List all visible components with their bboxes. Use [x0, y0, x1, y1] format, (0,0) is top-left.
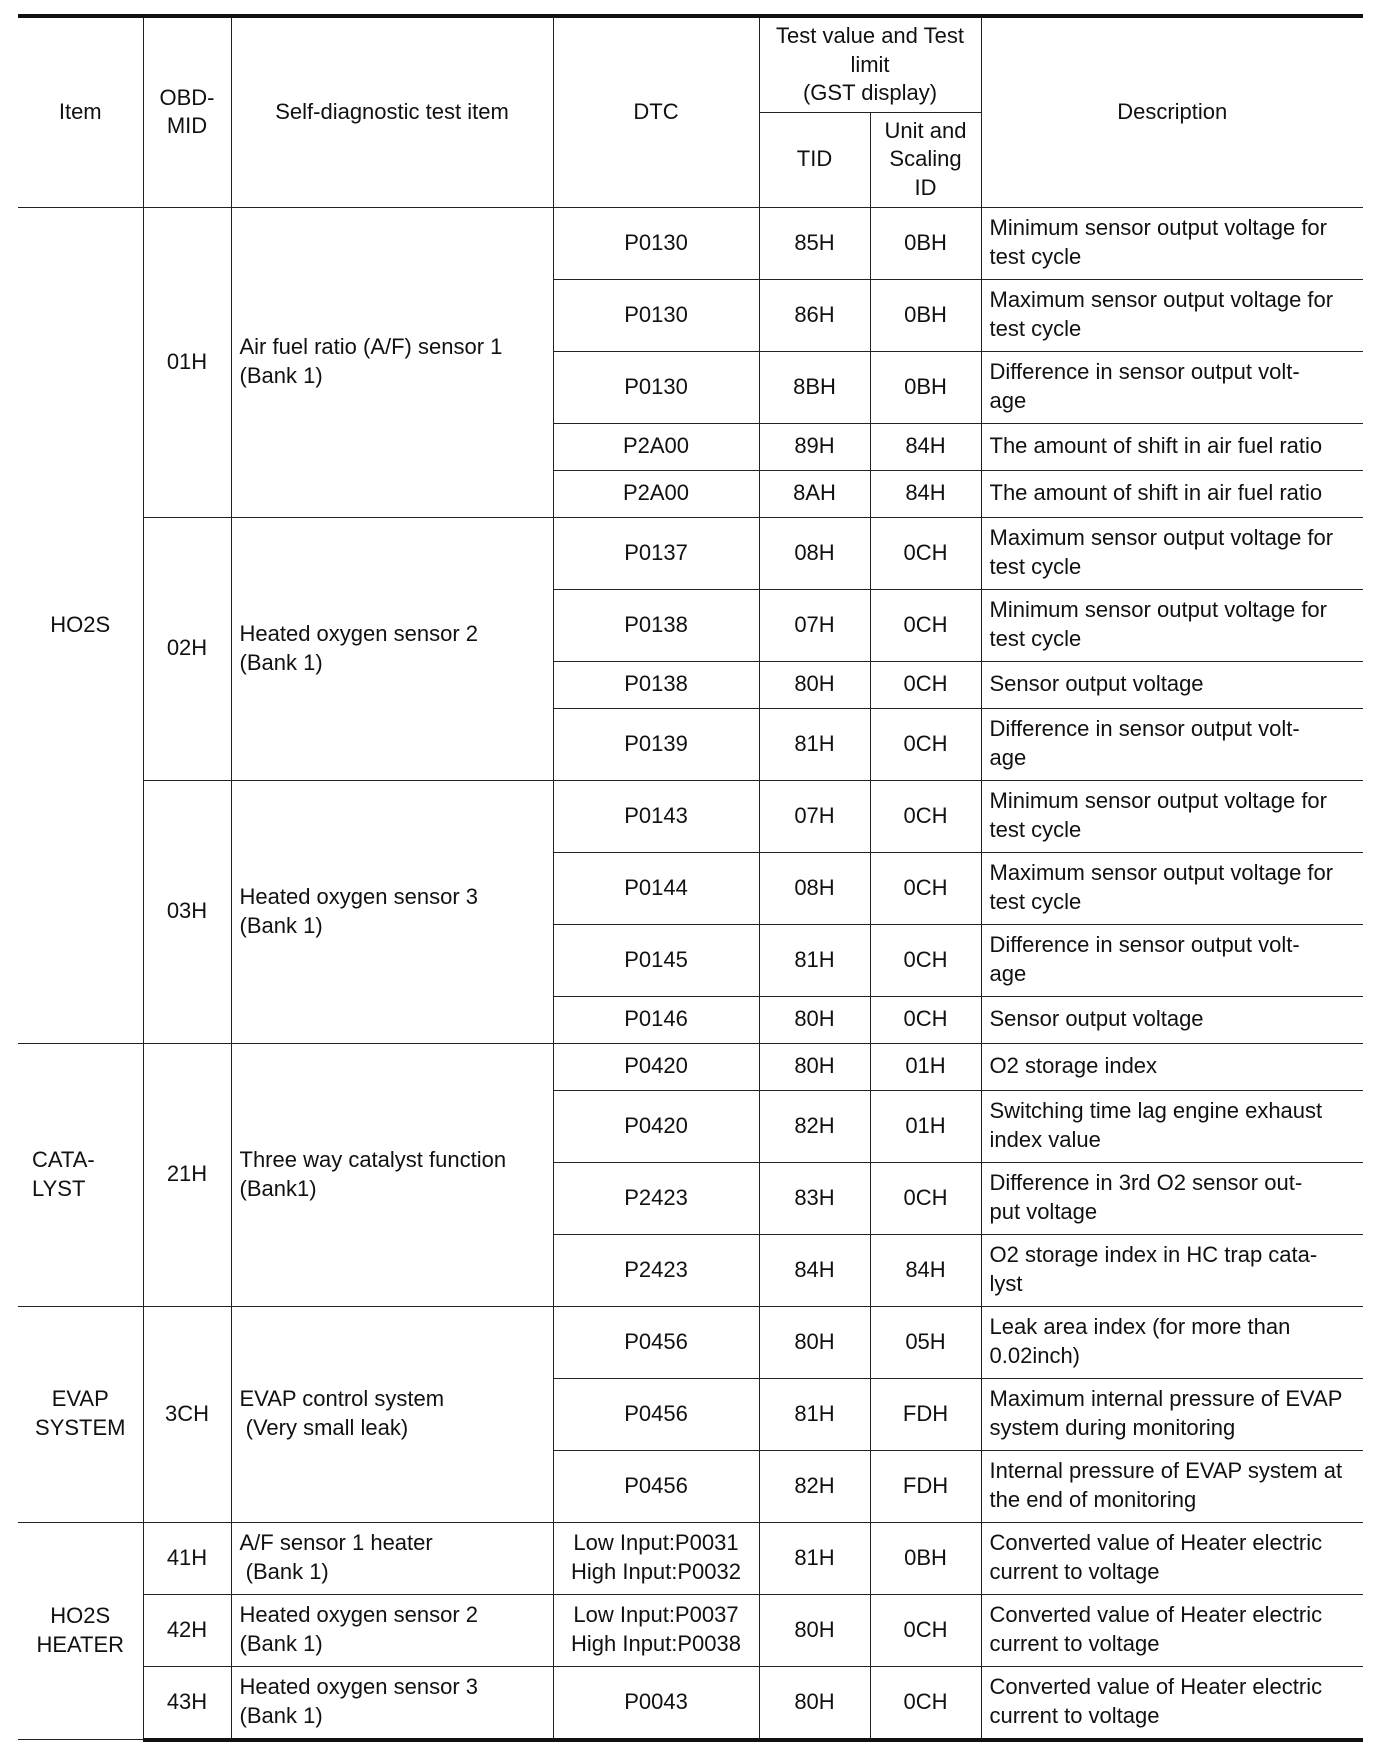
- table-row: [18, 207, 1363, 279]
- description-cell: Internal pressure of EVAP system at the end of monitoring: [981, 1450, 1363, 1522]
- obd-mid-cell: 3CH: [143, 1306, 231, 1522]
- item-cell-evap: EVAP SYSTEM: [18, 1306, 143, 1522]
- obd-mid-cell: 42H: [143, 1594, 231, 1666]
- test-item-cell: Heated oxygen sensor 3 (Bank 1): [231, 1666, 553, 1740]
- unit-cell: 0CH: [870, 1162, 981, 1234]
- unit-cell: 0CH: [870, 1594, 981, 1666]
- dtc-cell: P0145: [553, 924, 759, 996]
- test-item-cell: Three way catalyst function (Bank1): [231, 1043, 553, 1306]
- description-cell: Sensor output voltage: [981, 661, 1363, 708]
- tid-cell: 82H: [759, 1450, 870, 1522]
- test-item-cell: EVAP control system (Very small leak): [231, 1306, 553, 1522]
- test-item-cell: Heated oxygen sensor 3 (Bank 1): [231, 780, 553, 1043]
- tid-cell: 81H: [759, 1378, 870, 1450]
- tid-cell: 80H: [759, 1306, 870, 1378]
- tid-cell: 89H: [759, 423, 870, 470]
- tid-cell: 07H: [759, 780, 870, 852]
- obd-mid-cell: 02H: [143, 517, 231, 780]
- unit-cell: 84H: [870, 1234, 981, 1306]
- tid-cell: 08H: [759, 852, 870, 924]
- unit-cell: 0CH: [870, 996, 981, 1043]
- unit-cell: 0CH: [870, 852, 981, 924]
- unit-cell: 0BH: [870, 351, 981, 423]
- unit-cell: 05H: [870, 1306, 981, 1378]
- description-cell: O2 storage index: [981, 1043, 1363, 1090]
- unit-cell: 0CH: [870, 589, 981, 661]
- unit-cell: 84H: [870, 423, 981, 470]
- tid-cell: 84H: [759, 1234, 870, 1306]
- description-cell: Difference in sensor output volt- age: [981, 351, 1363, 423]
- description-cell: Minimum sensor output voltage for test cycle: [981, 207, 1363, 279]
- description-cell: Sensor output voltage: [981, 996, 1363, 1043]
- test-item-cell: Heated oxygen sensor 2 (Bank 1): [231, 1594, 553, 1666]
- tid-cell: 80H: [759, 661, 870, 708]
- dtc-cell: P0138: [553, 589, 759, 661]
- description-cell: The amount of shift in air fuel ratio: [981, 470, 1363, 517]
- tid-cell: 8AH: [759, 470, 870, 517]
- header-item: Item: [18, 16, 143, 207]
- obd-mid-cell: 03H: [143, 780, 231, 1043]
- dtc-cell: P0043: [553, 1666, 759, 1740]
- table-row: [18, 1306, 1363, 1378]
- unit-cell: 0CH: [870, 661, 981, 708]
- description-cell: Difference in sensor output volt- age: [981, 924, 1363, 996]
- description-cell: O2 storage index in HC trap cata- lyst: [981, 1234, 1363, 1306]
- item-cell-ho2s: HO2S: [18, 207, 143, 1043]
- dtc-cell: P0138: [553, 661, 759, 708]
- document-page: [18, 14, 1363, 1742]
- dtc-cell: P0146: [553, 996, 759, 1043]
- description-cell: Minimum sensor output voltage for test cycle: [981, 589, 1363, 661]
- dtc-cell: [553, 1594, 759, 1666]
- unit-cell: 0CH: [870, 708, 981, 780]
- description-cell: Maximum sensor output voltage for test cycle: [981, 517, 1363, 589]
- item-cell-catalyst: CATA- LYST: [18, 1043, 143, 1306]
- unit-cell: 0CH: [870, 780, 981, 852]
- obd-mid-cell: 41H: [143, 1522, 231, 1594]
- dtc-cell: P0130: [553, 351, 759, 423]
- obd-test-value-table: [18, 14, 1363, 1742]
- tid-cell: 85H: [759, 207, 870, 279]
- dtc-cell: P0143: [553, 780, 759, 852]
- dtc-cell: P0144: [553, 852, 759, 924]
- tid-cell: 81H: [759, 924, 870, 996]
- dtc-cell: [553, 1522, 759, 1594]
- dtc-high-input: High Input:P0038: [570, 1631, 742, 1657]
- tid-cell: 82H: [759, 1090, 870, 1162]
- unit-cell: 0BH: [870, 1522, 981, 1594]
- dtc-cell: P2A00: [553, 423, 759, 470]
- test-item-cell: A/F sensor 1 heater (Bank 1): [231, 1522, 553, 1594]
- unit-cell: 84H: [870, 470, 981, 517]
- dtc-cell: P0420: [553, 1043, 759, 1090]
- description-cell: Maximum sensor output voltage for test cycle: [981, 279, 1363, 351]
- dtc-cell: P0456: [553, 1450, 759, 1522]
- dtc-cell: P2423: [553, 1162, 759, 1234]
- description-cell: Switching time lag engine exhaust index value: [981, 1090, 1363, 1162]
- tid-cell: 8BH: [759, 351, 870, 423]
- tid-cell: 07H: [759, 589, 870, 661]
- unit-cell: 01H: [870, 1090, 981, 1162]
- header-description: Description: [981, 16, 1363, 207]
- tid-cell: 81H: [759, 1522, 870, 1594]
- header-self-diagnostic-test-item: Self-diagnostic test item: [231, 16, 553, 207]
- dtc-cell: P2A00: [553, 470, 759, 517]
- header-tid: TID: [759, 112, 870, 207]
- description-cell: Converted value of Heater electric current to voltage: [981, 1666, 1363, 1740]
- header-unit-scaling-id: Unit and Scaling ID: [870, 112, 981, 207]
- header-row: [18, 16, 1363, 112]
- dtc-cell: P0130: [553, 207, 759, 279]
- description-cell: Difference in 3rd O2 sensor out- put voltage: [981, 1162, 1363, 1234]
- description-cell: Minimum sensor output voltage for test cycle: [981, 780, 1363, 852]
- description-cell: Difference in sensor output volt- age: [981, 708, 1363, 780]
- description-cell: Converted value of Heater electric current to voltage: [981, 1594, 1363, 1666]
- tid-cell: 80H: [759, 1666, 870, 1740]
- table-row: [18, 1666, 1363, 1740]
- unit-cell: 0BH: [870, 207, 981, 279]
- header-obd-mid: OBD- MID: [143, 16, 231, 207]
- dtc-cell: P0456: [553, 1378, 759, 1450]
- description-cell: Converted value of Heater electric current to voltage: [981, 1522, 1363, 1594]
- obd-mid-cell: 21H: [143, 1043, 231, 1306]
- tid-cell: 08H: [759, 517, 870, 589]
- unit-cell: 0CH: [870, 517, 981, 589]
- tid-cell: 80H: [759, 1594, 870, 1666]
- tid-cell: 86H: [759, 279, 870, 351]
- dtc-low-input: Low Input:P0037: [573, 1602, 739, 1628]
- unit-cell: 01H: [870, 1043, 981, 1090]
- description-cell: Leak area index (for more than 0.02inch): [981, 1306, 1363, 1378]
- unit-cell: FDH: [870, 1378, 981, 1450]
- table-row: [18, 1043, 1363, 1090]
- unit-cell: 0BH: [870, 279, 981, 351]
- tid-cell: 83H: [759, 1162, 870, 1234]
- unit-cell: FDH: [870, 1450, 981, 1522]
- dtc-cell: P0137: [553, 517, 759, 589]
- header-dtc: DTC: [553, 16, 759, 207]
- test-item-cell: Heated oxygen sensor 2 (Bank 1): [231, 517, 553, 780]
- tid-cell: 80H: [759, 1043, 870, 1090]
- dtc-cell: P0130: [553, 279, 759, 351]
- description-cell: Maximum internal pressure of EVAP system during monitoring: [981, 1378, 1363, 1450]
- table-row: [18, 1594, 1363, 1666]
- table-row: [18, 1522, 1363, 1594]
- header-test-value-group: Test value and Test limit (GST display): [759, 16, 981, 112]
- unit-cell: 0CH: [870, 924, 981, 996]
- obd-mid-cell: 01H: [143, 207, 231, 517]
- obd-mid-cell: 43H: [143, 1666, 231, 1740]
- dtc-low-input: Low Input:P0031: [573, 1530, 739, 1556]
- dtc-cell: P0456: [553, 1306, 759, 1378]
- dtc-cell: P0420: [553, 1090, 759, 1162]
- description-cell: Maximum sensor output voltage for test cycle: [981, 852, 1363, 924]
- table-row: [18, 780, 1363, 852]
- tid-cell: 80H: [759, 996, 870, 1043]
- tid-cell: 81H: [759, 708, 870, 780]
- unit-cell: 0CH: [870, 1666, 981, 1740]
- test-item-cell: Air fuel ratio (A/F) sensor 1 (Bank 1): [231, 207, 553, 517]
- dtc-cell: P2423: [553, 1234, 759, 1306]
- dtc-high-input: High Input:P0032: [570, 1559, 742, 1585]
- table-row: [18, 517, 1363, 589]
- dtc-cell: P0139: [553, 708, 759, 780]
- item-cell-ho2s-heater: HO2S HEATER: [18, 1522, 143, 1740]
- description-cell: The amount of shift in air fuel ratio: [981, 423, 1363, 470]
